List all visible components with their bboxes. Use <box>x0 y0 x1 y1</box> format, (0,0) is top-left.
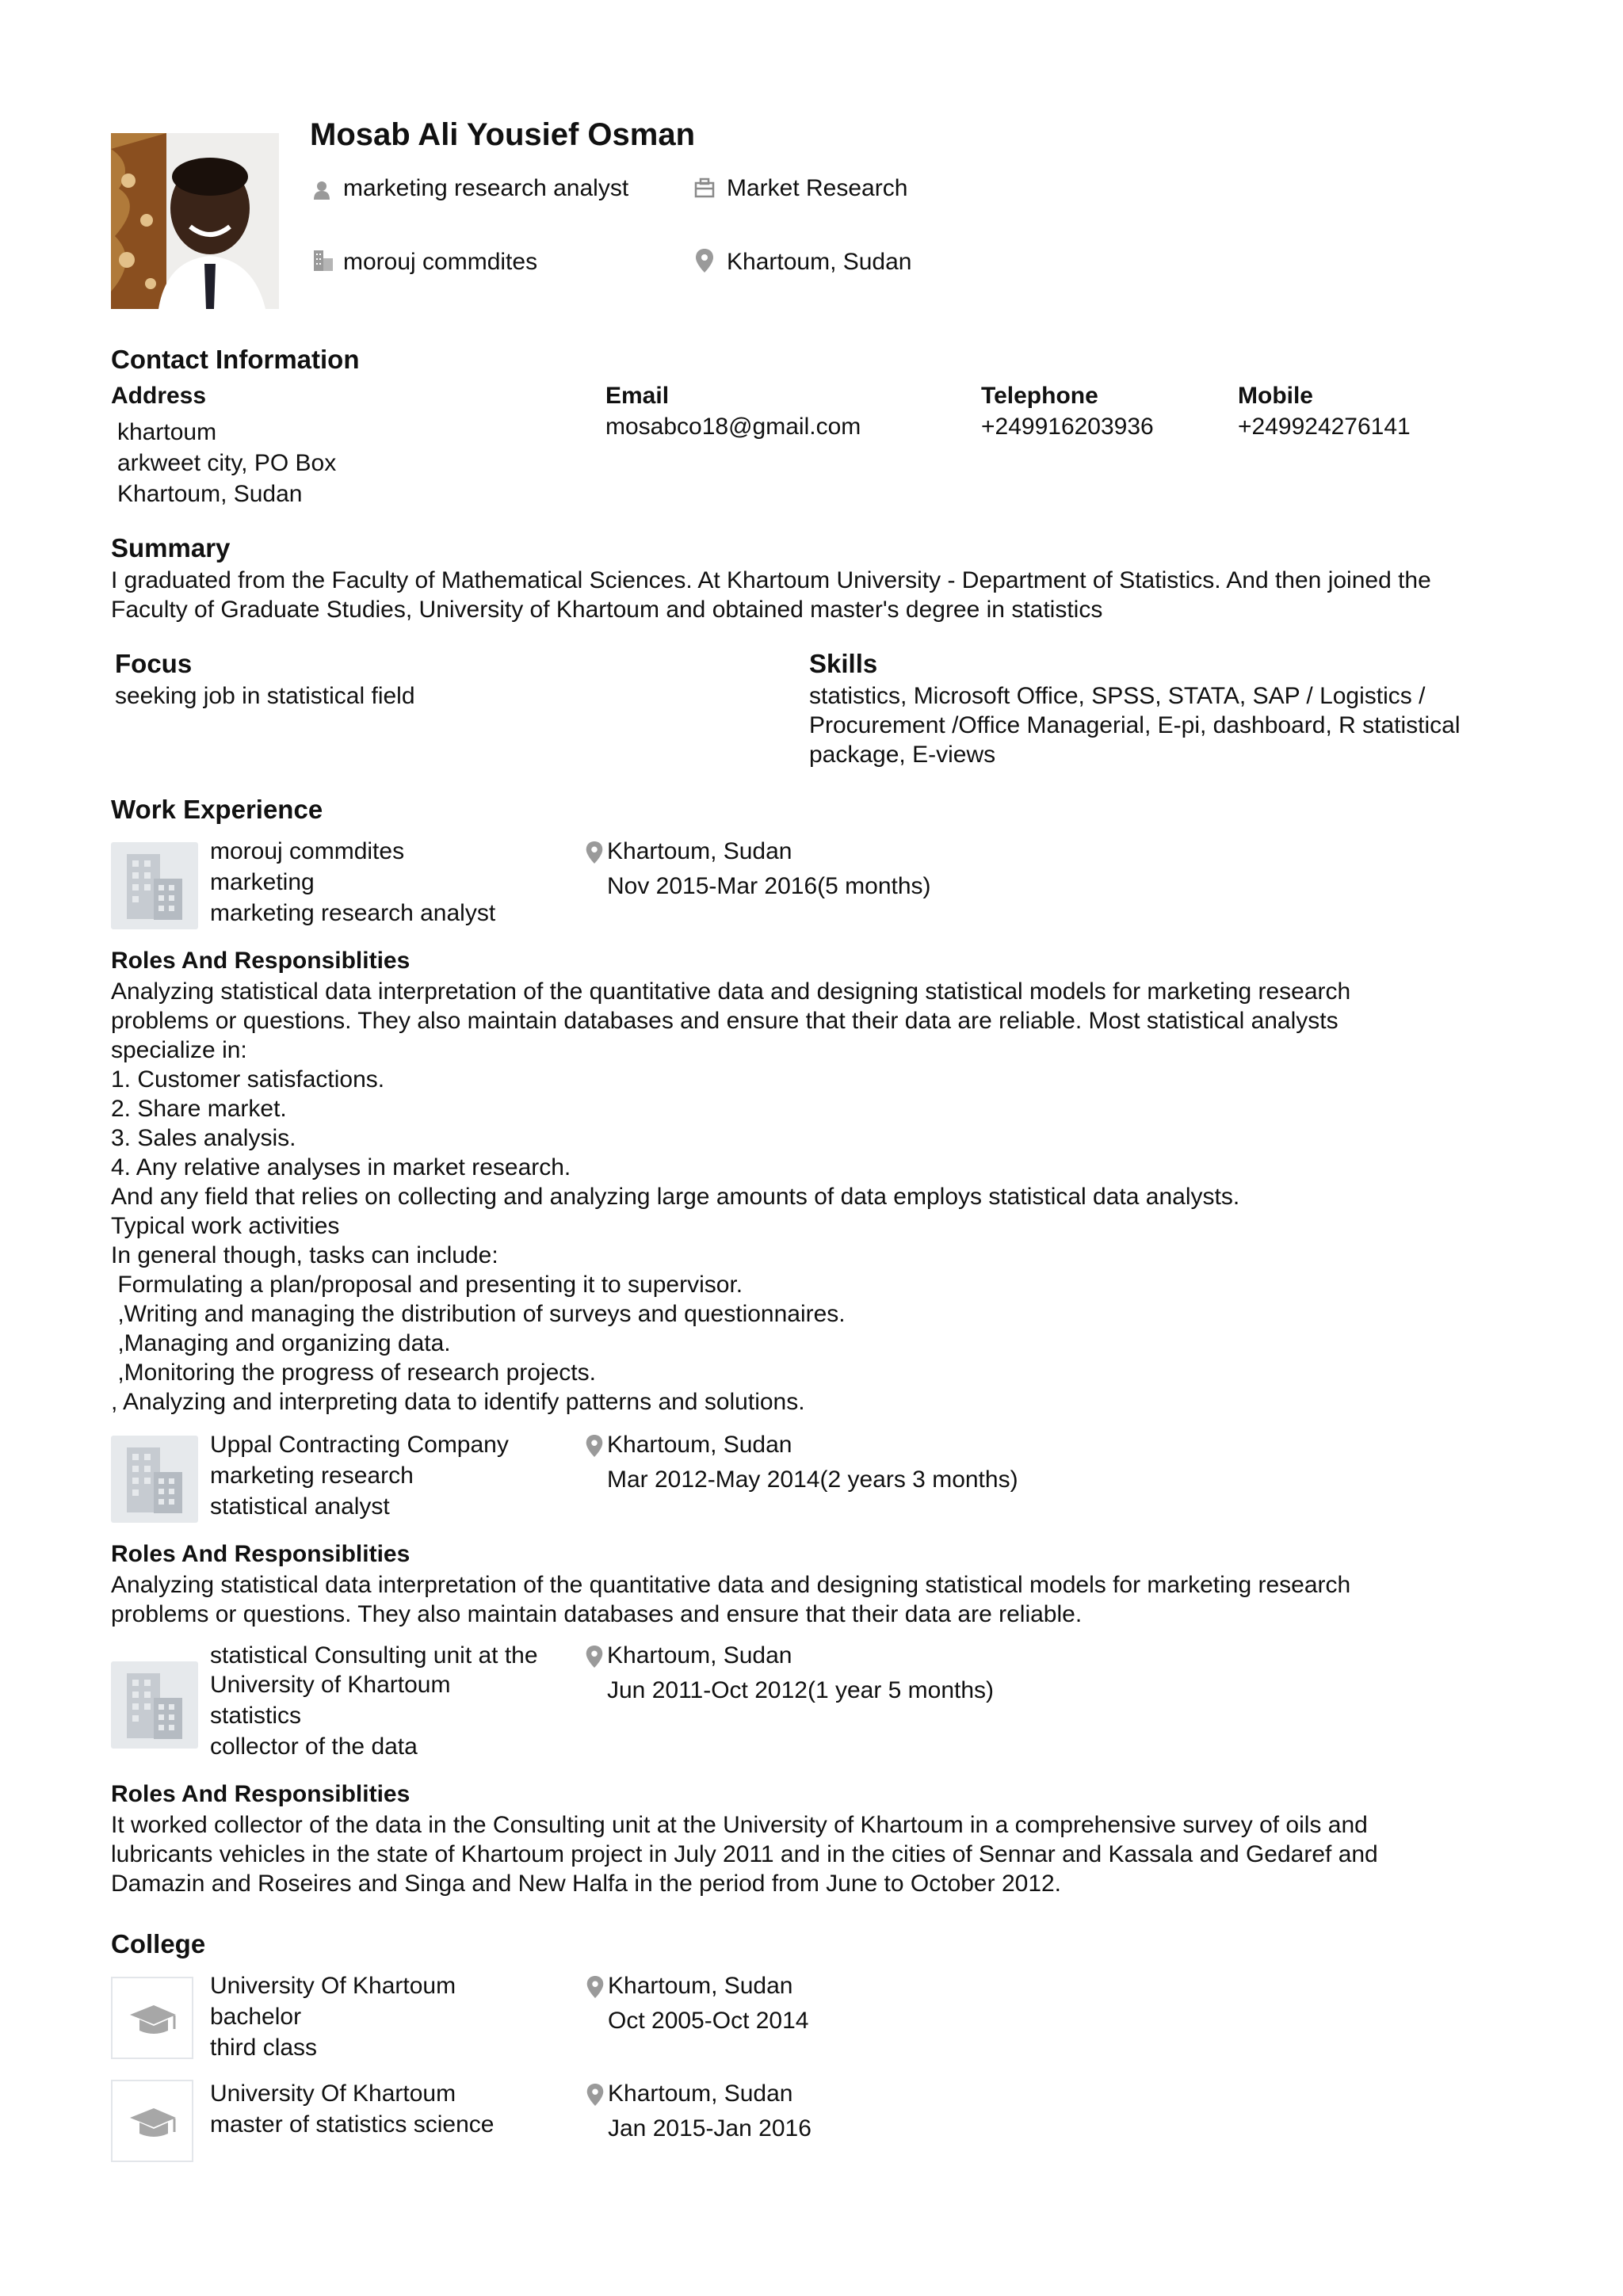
job-location: Khartoum, Sudan <box>607 838 792 864</box>
focus-title: Focus <box>115 649 193 678</box>
roles-text <box>111 1810 1378 1898</box>
location-pin-icon <box>586 1646 603 1668</box>
roles-line: In general though, tasks can include: <box>111 1242 498 1268</box>
roles-line: Analyzing statistical data interpretation of the quantitative data and designing statistical models for marketing research <box>111 978 1351 1005</box>
college-dates: Oct 2005-Oct 2014 <box>608 2008 809 2034</box>
college-location: Khartoum, Sudan <box>608 1973 793 1999</box>
roles-line: 1. Customer satisfactions. <box>111 1066 385 1093</box>
roles-text <box>111 1570 1350 1629</box>
roles-line: Damazin and Roseires and Singa and New Halfa in the period from June to October 2012. <box>111 1871 1062 1897</box>
person-icon <box>314 177 330 207</box>
company-building-icon <box>111 842 198 929</box>
college-section-title: College <box>111 1929 206 1958</box>
roles-line: lubricants vehicles in the state of Khartoum project in July 2011 and in the cities of Sennar and Kassala and Gedaref and <box>111 1841 1378 1867</box>
job-dates: Nov 2015-Mar 2016(5 months) <box>607 873 931 899</box>
roles-line: It worked collector of the data in the Consulting unit at the University of Khartoum in a comprehensive survey of oils and <box>111 1812 1368 1838</box>
roles-line: 2. Share market. <box>111 1096 287 1122</box>
roles-line: specialize in: <box>111 1037 247 1063</box>
skills-title: Skills <box>809 649 878 678</box>
mobile-value: +249924276141 <box>1238 414 1411 440</box>
location: Khartoum, Sudan <box>727 249 912 275</box>
roles-line: problems or questions. They also maintain databases and ensure that their data are reliable. Most statistical analysts <box>111 1008 1338 1034</box>
roles-line: ,Monitoring the progress of research projects. <box>111 1360 596 1386</box>
job-position: statistical analyst <box>210 1493 390 1520</box>
roles-label: Roles And Responsiblities <box>111 948 411 974</box>
location-pin-icon <box>586 841 603 864</box>
work-section-title: Work Experience <box>111 795 323 824</box>
profile-photo <box>111 133 279 309</box>
roles-line: Typical work activities <box>111 1213 340 1239</box>
address-line: Khartoum, Sudan <box>117 481 303 507</box>
graduation-cap-icon <box>111 2080 193 2162</box>
skills-line: Procurement /Office Managerial, E-pi, dashboard, R statistical <box>809 712 1461 738</box>
job-company: Uppal Contracting Company <box>210 1432 509 1458</box>
email-label: Email <box>605 383 670 409</box>
college-name: University Of Khartoum <box>210 2081 456 2107</box>
college-dates: Jan 2015-Jan 2016 <box>608 2115 812 2142</box>
roles-line: And any field that relies on collecting and analyzing large amounts of data employs statistical data analysts. <box>111 1184 1240 1210</box>
address-line: khartoum <box>117 419 217 445</box>
college-name: University Of Khartoum <box>210 1973 456 1999</box>
skills-line: package, E-views <box>809 742 996 768</box>
telephone-label: Telephone <box>981 383 1098 409</box>
summary-section-title: Summary <box>111 533 231 563</box>
roles-line: Formulating a plan/proposal and presenting it to supervisor. <box>111 1272 743 1298</box>
job-position: marketing research analyst <box>210 900 496 926</box>
job-location: Khartoum, Sudan <box>607 1642 792 1669</box>
roles-line: ,Managing and organizing data. <box>111 1330 451 1356</box>
industry: Market Research <box>727 175 908 201</box>
roles-text <box>111 977 1350 1417</box>
company: morouj commdites <box>343 249 538 275</box>
roles-line: problems or questions. They also maintain databases and ensure that their data are reliable. <box>111 1601 1083 1627</box>
location-pin-icon <box>696 249 713 280</box>
address-label: Address <box>111 383 207 409</box>
job-company: morouj commdites <box>210 838 405 864</box>
graduation-cap-icon <box>111 1977 193 2059</box>
roles-line: , Analyzing and interpreting data to identify patterns and solutions. <box>111 1389 805 1415</box>
college-grade: third class <box>210 2035 318 2061</box>
email-value[interactable]: mosabco18@gmail.com <box>605 414 861 440</box>
location-pin-icon <box>586 1976 604 1998</box>
summary-line: Faculty of Graduate Studies, University of Khartoum and obtained master's degree in statistics <box>111 597 1103 623</box>
summary-line: I graduated from the Faculty of Mathematical Sciences. At Khartoum University - Department of Statistics. And then joined the <box>111 567 1431 593</box>
roles-line: ,Writing and managing the distribution of surveys and questionnaires. <box>111 1301 846 1327</box>
job-dates: Mar 2012-May 2014(2 years 3 months) <box>607 1466 1018 1493</box>
job-department: statistics <box>210 1703 302 1729</box>
roles-line: Analyzing statistical data interpretation of the quantitative data and designing statistical models for marketing research <box>111 1572 1351 1598</box>
job-company: statistical Consulting unit at the <box>210 1642 538 1669</box>
job-company-cont: University of Khartoum <box>210 1672 451 1698</box>
job-position: collector of the data <box>210 1733 418 1760</box>
location-pin-icon <box>586 1435 603 1457</box>
briefcase-icon <box>694 176 715 205</box>
address-line: arkweet city, PO Box <box>117 450 337 476</box>
skills-line: statistics, Microsoft Office, SPSS, STATA, SAP / Logistics / <box>809 683 1426 709</box>
job-department: marketing research <box>210 1463 414 1489</box>
mobile-label: Mobile <box>1238 383 1313 409</box>
roles-line: 3. Sales analysis. <box>111 1125 296 1151</box>
company-building-icon <box>111 1436 198 1523</box>
college-location: Khartoum, Sudan <box>608 2081 793 2107</box>
job-location: Khartoum, Sudan <box>607 1432 792 1458</box>
roles-line: 4. Any relative analyses in market research. <box>111 1154 571 1180</box>
focus-text: seeking job in statistical field <box>115 683 415 709</box>
building-icon <box>314 249 333 278</box>
roles-label: Roles And Responsiblities <box>111 1781 411 1807</box>
company-building-icon <box>111 1661 198 1749</box>
job-department: marketing <box>210 869 315 895</box>
college-degree: bachelor <box>210 2004 302 2030</box>
college-degree: master of statistics science <box>210 2111 495 2138</box>
location-pin-icon <box>586 2084 604 2106</box>
candidate-name: Mosab Ali Yousief Osman <box>310 117 696 152</box>
job-title: marketing research analyst <box>343 175 629 201</box>
roles-label: Roles And Responsiblities <box>111 1541 411 1567</box>
contact-section-title: Contact Information <box>111 345 360 374</box>
job-dates: Jun 2011-Oct 2012(1 year 5 months) <box>607 1677 995 1703</box>
telephone-value: +249916203936 <box>981 414 1154 440</box>
